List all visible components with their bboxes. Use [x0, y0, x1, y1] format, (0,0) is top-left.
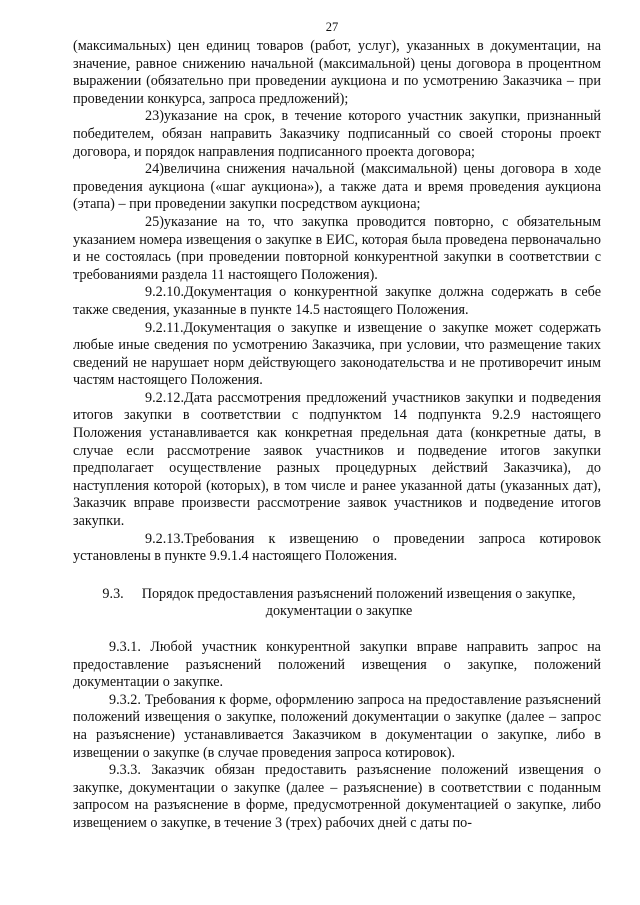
section-paragraph-9-3-3: 9.3.3. Заказчик обязан предоставить разъяснение положений извещения о закупке, документации о закупке (далее – разъяснение) в соответствии с поданным запросом на разъяснение в форме, предусмотренной документацией о закупке, либо извещением о закупке, в течение 3 (трех) рабочих дней с даты по- — [73, 762, 601, 831]
clause-number: 9.2.11. — [145, 319, 184, 336]
clause-number: 9.2.12. — [145, 389, 185, 406]
section-heading — [97, 586, 581, 621]
list-item-23 — [73, 108, 601, 161]
list-item-text: указание на то, что закупка проводится повторно, с обязательным указанием номера извещения о закупке в ЕИС, которая была проведена первоначально и не состоялась (при проведении повторной конкурентной закупки в соответствии с требованиями раздела 11 настоящего Положения). — [73, 213, 601, 283]
intro-paragraph: (максимальных) цен единиц товаров (работ, услуг), указанных в документации, на значение, равное снижению начальной (максимальной) цены договора в процентном выражении (обязательно при проведении аукциона и по усмотрению Заказчика – при проведении конкурса, запроса предложений); — [73, 38, 601, 107]
clause-9-2-11 — [73, 320, 601, 390]
clause-text: Документация о конкурентной закупке должна содержать в себе также сведения, указанные в пункте 14.5 настоящего Положения. — [73, 284, 601, 318]
list-item-number: 23) — [145, 108, 164, 125]
clause-text: Документация о закупке и извещение о закупке может содержать любые иные сведения по усмотрению Заказчика, при условии, что размещение таких сведений не нарушает норм действующего законодательства и не противоречит иным частям настоящего Положения. — [73, 319, 601, 389]
list-item-text: величина снижения начальной (максимальной) цены договора в ходе проведения аукциона («шаг аукциона»), а также дата и время проведения аукциона (этапа) – при проведении закупки посредством аукциона; — [73, 161, 601, 213]
document-page — [73, 20, 601, 833]
clause-9-2-13 — [73, 531, 601, 566]
clause-text: Требования к извещению о проведении запроса котировок установлены в пункте 9.9.1.4 настоящего Положения. — [73, 530, 601, 565]
section-paragraph-9-3-2: 9.3.2. Требования к форме, оформлению запроса на предоставление разъяснений положений извещения о закупке, положений документации о закупке (далее – запрос на разъяснение) устанавливается Заказчиком в документации о закупке, либо в извещении о закупке (в случае проведения запроса котировок). — [73, 691, 601, 761]
clause-9-2-12 — [73, 390, 601, 531]
clause-text: Дата рассмотрения предложений участников закупки и подведения итогов закупки в соответствии с подпунктом 14 подпункта 9.2.9 настоящего Положения устанавливается как конкретная предельная дата (конкретные даты, в случае если рассмотрение заявок участников и подведение итогов закупки предполагает осуществление разных процедурных действий Заказчика), до наступления которой (которых), в том числе и ранее указанной даты (указанных дат), Заказчик вправе произвести рассмотрение заявок участников и подведение итогов закупки. — [73, 389, 601, 530]
clause-number: 9.2.10. — [145, 284, 185, 301]
section-paragraph-9-3-1: 9.3.1. Любой участник конкурентной закупки вправе направить запрос на предоставление разъяснений положений извещения о закупке, положений документации о закупке. — [73, 639, 601, 691]
list-item-text: указание на срок, в течение которого участник закупки, признанный победителем, обязан направить Заказчику подписанный со своей стороны проект договора, и порядок направления подписанного проекта договора; — [73, 108, 601, 160]
section-title: Порядок предоставления разъяснений положений извещения о закупке, документации о закупке — [141, 585, 576, 620]
section-number: 9.3. — [102, 585, 124, 602]
list-item-number: 25) — [145, 213, 164, 230]
clause-9-2-10 — [73, 284, 601, 319]
list-item-25 — [73, 214, 601, 284]
list-item-number: 24) — [145, 161, 164, 178]
list-item-24 — [73, 161, 601, 214]
clause-number: 9.2.13. — [145, 530, 185, 547]
page-number: 27 — [325, 20, 339, 34]
